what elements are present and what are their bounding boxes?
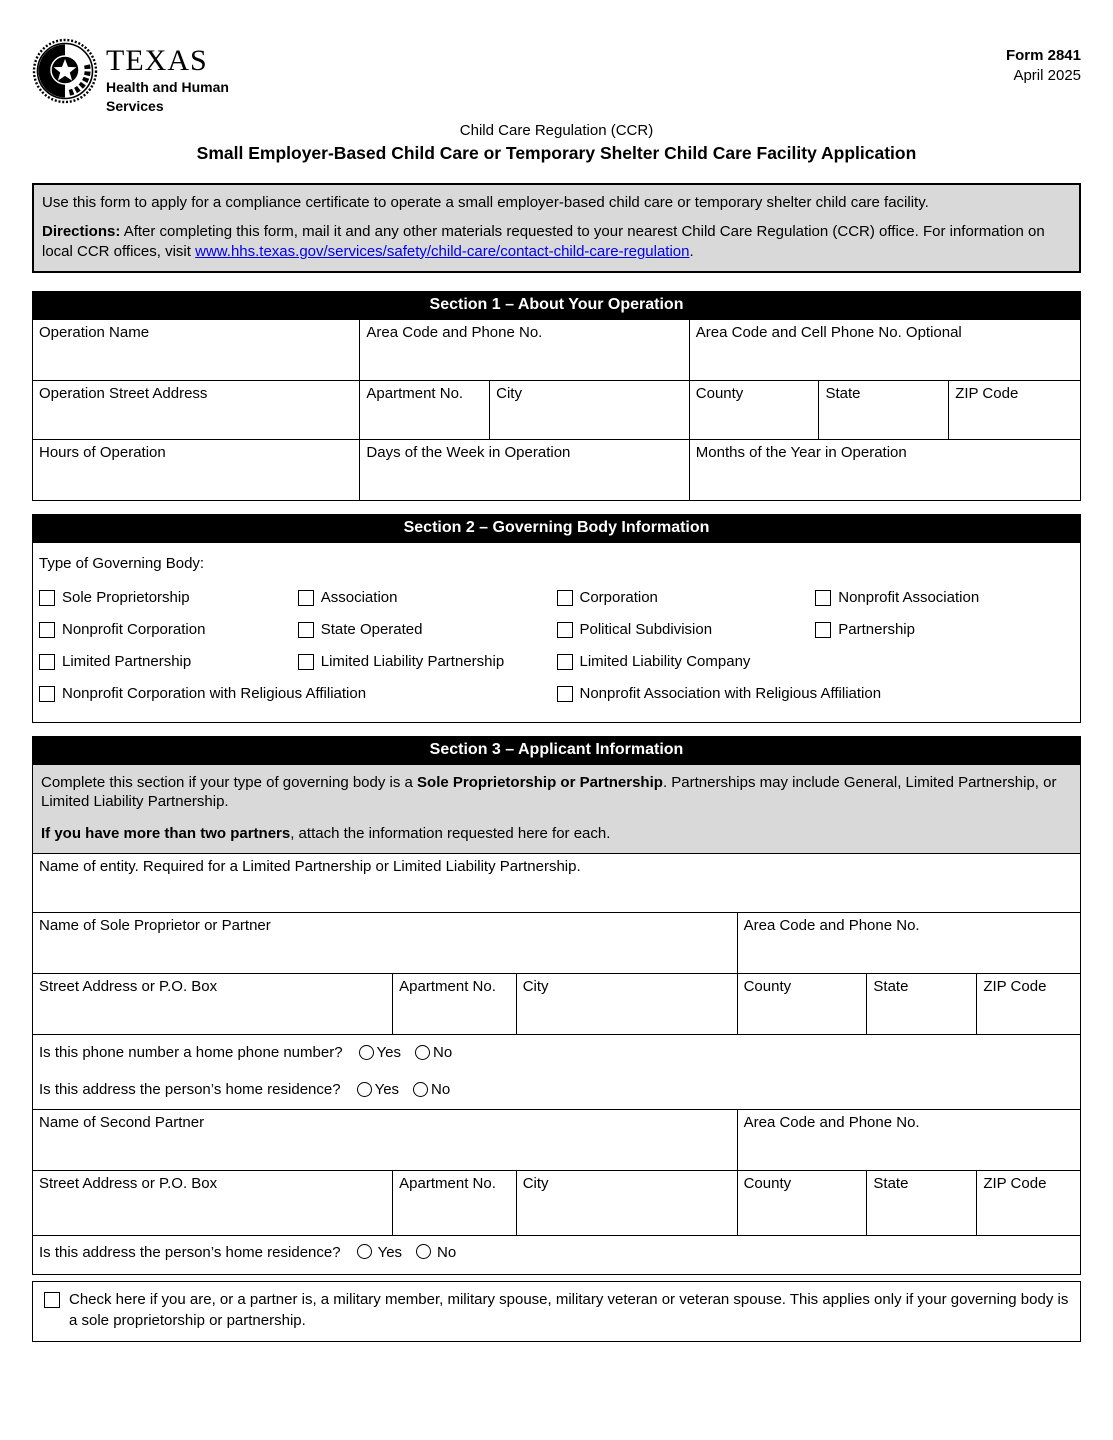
section3-instructions bbox=[32, 765, 1081, 855]
partner2-name-label: Name of Second Partner bbox=[39, 1114, 205, 1132]
checkbox-nonprofit-association-religious[interactable] bbox=[557, 686, 573, 702]
partner1-zip-label: ZIP Code bbox=[983, 978, 1047, 996]
intro-box bbox=[32, 183, 1081, 273]
governing-body-option-row bbox=[39, 678, 1074, 710]
governing-body-option-row bbox=[39, 582, 1074, 614]
radio-home-residence-yes[interactable] bbox=[357, 1082, 372, 1097]
table-row bbox=[33, 974, 1080, 1035]
partner1-state-field[interactable] bbox=[867, 974, 977, 1034]
option-nonprofit-association[interactable]: Nonprofit Association bbox=[815, 589, 1074, 606]
operation-county-field[interactable] bbox=[690, 381, 820, 439]
partner2-apartment-field[interactable] bbox=[393, 1171, 517, 1235]
option-nonprofit-corporation[interactable]: Nonprofit Corporation bbox=[39, 621, 298, 638]
partner1-apartment-field[interactable] bbox=[393, 974, 517, 1034]
logo-wordmark bbox=[106, 38, 229, 114]
partner1-name-label: Name of Sole Proprietor or Partner bbox=[39, 917, 271, 935]
table-row bbox=[33, 854, 1080, 913]
operation-phone-label: Area Code and Phone No. bbox=[366, 323, 543, 341]
partner2-county-label: County bbox=[743, 1175, 792, 1193]
directions-label: Directions: bbox=[42, 223, 121, 241]
military-status-box[interactable] bbox=[32, 1281, 1081, 1342]
partner2-zip-field[interactable] bbox=[977, 1171, 1080, 1235]
operation-apartment-field[interactable] bbox=[360, 381, 490, 439]
operation-name-field[interactable] bbox=[33, 320, 360, 380]
operation-phone-field[interactable] bbox=[360, 320, 689, 380]
section1-table bbox=[32, 320, 1081, 501]
operation-state-field[interactable] bbox=[819, 381, 949, 439]
days-of-week-field[interactable] bbox=[360, 440, 689, 500]
intro-directions-text: Directions: After completing this form, mail it and any other materials requested to your nearest Child Care Regulation (CCR) office. For information on local CCR offices, visit www.hhs.texas.gov/services/safety/child-care/contact-child-care-regulation. bbox=[42, 223, 1045, 260]
operation-cell-phone-field[interactable] bbox=[690, 320, 1080, 380]
option-limited-liability-partnership[interactable]: Limited Liability Partnership bbox=[298, 653, 557, 670]
partner2-state-label: State bbox=[873, 1175, 909, 1193]
checkbox-corporation[interactable] bbox=[557, 590, 573, 606]
hhs-logo bbox=[32, 38, 229, 114]
option-partnership[interactable]: Partnership bbox=[815, 621, 1074, 638]
home-phone-question: Is this phone number a home phone number? Yes No bbox=[39, 1044, 453, 1062]
radio-partner2-residence-no[interactable] bbox=[416, 1244, 431, 1259]
page-title-program: Child Care Regulation (CCR) bbox=[459, 122, 654, 140]
section2-header: Section 2 – Governing Body Information bbox=[32, 514, 1081, 543]
partner1-questions-cell bbox=[33, 1035, 1080, 1109]
entity-name-label: Name of entity. Required for a Limited Partnership or Limited Liability Partnership. bbox=[39, 858, 581, 876]
operation-street-address-label: Operation Street Address bbox=[39, 384, 208, 402]
option-state-operated[interactable]: State Operated bbox=[298, 621, 557, 638]
checkbox-state-operated[interactable] bbox=[298, 622, 314, 638]
partner2-city-field[interactable] bbox=[517, 1171, 738, 1235]
partner2-city-label: City bbox=[522, 1175, 549, 1193]
option-nonprofit-association-religious[interactable]: Nonprofit Association with Religious Affiliation bbox=[557, 685, 1075, 702]
governing-body-type-label: Type of Governing Body: bbox=[39, 554, 205, 572]
radio-home-residence-no[interactable] bbox=[413, 1082, 428, 1097]
months-of-year-label: Months of the Year in Operation bbox=[695, 443, 907, 461]
checkbox-nonprofit-corporation[interactable] bbox=[39, 622, 55, 638]
checkbox-limited-liability-company[interactable] bbox=[557, 654, 573, 670]
hours-of-operation-label: Hours of Operation bbox=[39, 443, 166, 461]
operation-street-address-field[interactable] bbox=[33, 381, 360, 439]
form-date: April 2025 bbox=[1013, 66, 1081, 84]
checkbox-nonprofit-corporation-religious[interactable] bbox=[39, 686, 55, 702]
table-row bbox=[33, 1236, 1080, 1274]
form-identifier bbox=[1006, 38, 1081, 85]
table-row bbox=[33, 381, 1080, 440]
section3-table bbox=[32, 854, 1081, 1275]
partner2-apartment-label: Apartment No. bbox=[399, 1175, 496, 1193]
partner1-zip-field[interactable] bbox=[977, 974, 1080, 1034]
partner1-state-label: State bbox=[873, 978, 909, 996]
partner2-state-field[interactable] bbox=[867, 1171, 977, 1235]
section1-header: Section 1 – About Your Operation bbox=[32, 291, 1081, 320]
checkbox-limited-liability-partnership[interactable] bbox=[298, 654, 314, 670]
checkbox-partnership[interactable] bbox=[815, 622, 831, 638]
home-residence-question: Is this address the person’s home residence? Yes No bbox=[39, 1081, 451, 1099]
table-row bbox=[33, 1035, 1080, 1110]
military-checkbox[interactable] bbox=[44, 1292, 60, 1308]
section3-note1: Complete this section if your type of governing body is a Sole Proprietorship or Partnership. Partnerships may include General, Limited Partnership, or Limited Liability Partnership. bbox=[41, 773, 1057, 811]
hours-of-operation-field[interactable] bbox=[33, 440, 360, 500]
operation-cell-phone-label: Area Code and Cell Phone No. Optional bbox=[695, 323, 962, 341]
table-row bbox=[33, 1110, 1080, 1171]
section2-body bbox=[32, 543, 1081, 723]
partner2-street-address-field[interactable] bbox=[33, 1171, 393, 1235]
logo-subtext-line2: Services bbox=[106, 98, 164, 115]
intro-purpose-text: Use this form to apply for a compliance certificate to operate a small employer-based child care or temporary shelter child care facility. bbox=[42, 194, 929, 212]
entity-name-field[interactable] bbox=[33, 854, 1080, 912]
option-corporation[interactable]: Corporation bbox=[557, 589, 816, 606]
option-sole-proprietorship[interactable]: Sole Proprietorship bbox=[39, 589, 298, 606]
checkbox-limited-partnership[interactable] bbox=[39, 654, 55, 670]
option-limited-partnership[interactable]: Limited Partnership bbox=[39, 653, 298, 670]
partner2-phone-label: Area Code and Phone No. bbox=[743, 1114, 920, 1132]
partner2-residence-question: Is this address the person’s home residence? Yes No bbox=[39, 1244, 457, 1262]
governing-body-option-row bbox=[39, 614, 1074, 646]
months-of-year-field[interactable] bbox=[690, 440, 1080, 500]
checkbox-nonprofit-association[interactable] bbox=[815, 590, 831, 606]
military-checkbox-label: Check here if you are, or a partner is, a military member, military spouse, military veteran or veteran spouse. This applies only if your governing body is a sole proprietorship or partnership. bbox=[69, 1291, 1069, 1329]
table-row bbox=[33, 1171, 1080, 1236]
option-association[interactable]: Association bbox=[298, 589, 557, 606]
logo-subtext-line1: Health and Human bbox=[106, 79, 229, 95]
option-political-subdivision[interactable]: Political Subdivision bbox=[557, 621, 816, 638]
radio-home-phone-no[interactable] bbox=[415, 1045, 430, 1060]
partner1-county-field[interactable] bbox=[738, 974, 868, 1034]
operation-zip-label: ZIP Code bbox=[955, 384, 1019, 402]
checkbox-political-subdivision[interactable] bbox=[557, 622, 573, 638]
radio-home-phone-yes[interactable] bbox=[359, 1045, 374, 1060]
partner1-city-label: City bbox=[522, 978, 549, 996]
table-row bbox=[33, 440, 1080, 500]
operation-city-field[interactable] bbox=[490, 381, 690, 439]
radio-partner2-residence-yes[interactable] bbox=[357, 1244, 372, 1259]
checkbox-association[interactable] bbox=[298, 590, 314, 606]
partner1-phone-field[interactable] bbox=[738, 913, 1080, 973]
page-header bbox=[32, 0, 1081, 114]
partner1-apartment-label: Apartment No. bbox=[399, 978, 496, 996]
section3-note2: If you have more than two partners, attach the information requested here for each. bbox=[41, 824, 611, 842]
governing-body-option-row bbox=[39, 646, 1074, 678]
days-of-week-label: Days of the Week in Operation bbox=[366, 443, 571, 461]
partner2-phone-field[interactable] bbox=[738, 1110, 1080, 1170]
table-row bbox=[33, 913, 1080, 974]
partner1-phone-label: Area Code and Phone No. bbox=[743, 917, 920, 935]
operation-apartment-label: Apartment No. bbox=[366, 384, 464, 402]
partner1-city-field[interactable] bbox=[517, 974, 738, 1034]
operation-county-label: County bbox=[695, 384, 744, 402]
partner2-county-field[interactable] bbox=[738, 1171, 868, 1235]
partner2-street-address-label: Street Address or P.O. Box bbox=[39, 1175, 218, 1193]
section3-header: Section 3 – Applicant Information bbox=[32, 736, 1081, 765]
ccr-contact-link[interactable]: www.hhs.texas.gov/services/safety/child-care/contact-child-care-regulation bbox=[195, 242, 690, 260]
form-number: Form 2841 bbox=[1005, 47, 1081, 64]
partner1-street-address-label: Street Address or P.O. Box bbox=[39, 978, 218, 996]
partner2-zip-label: ZIP Code bbox=[983, 1175, 1047, 1193]
option-nonprofit-corporation-religious[interactable]: Nonprofit Corporation with Religious Affiliation bbox=[39, 685, 557, 702]
checkbox-sole-proprietorship[interactable] bbox=[39, 590, 55, 606]
operation-zip-field[interactable] bbox=[949, 381, 1080, 439]
partner1-name-field[interactable] bbox=[33, 913, 738, 973]
partner2-name-field[interactable] bbox=[33, 1110, 738, 1170]
operation-state-label: State bbox=[825, 384, 861, 402]
partner1-street-address-field[interactable] bbox=[33, 974, 393, 1034]
operation-city-label: City bbox=[496, 384, 522, 402]
page-title: Small Employer-Based Child Care or Temporary Shelter Child Care Facility Application bbox=[196, 143, 917, 164]
operation-name-label: Operation Name bbox=[39, 323, 150, 341]
option-limited-liability-company[interactable]: Limited Liability Company bbox=[557, 653, 1075, 670]
table-row bbox=[33, 320, 1080, 381]
logo-texas-text: TEXAS bbox=[106, 44, 208, 77]
partner1-county-label: County bbox=[743, 978, 792, 996]
hhs-seal-icon bbox=[32, 38, 98, 104]
